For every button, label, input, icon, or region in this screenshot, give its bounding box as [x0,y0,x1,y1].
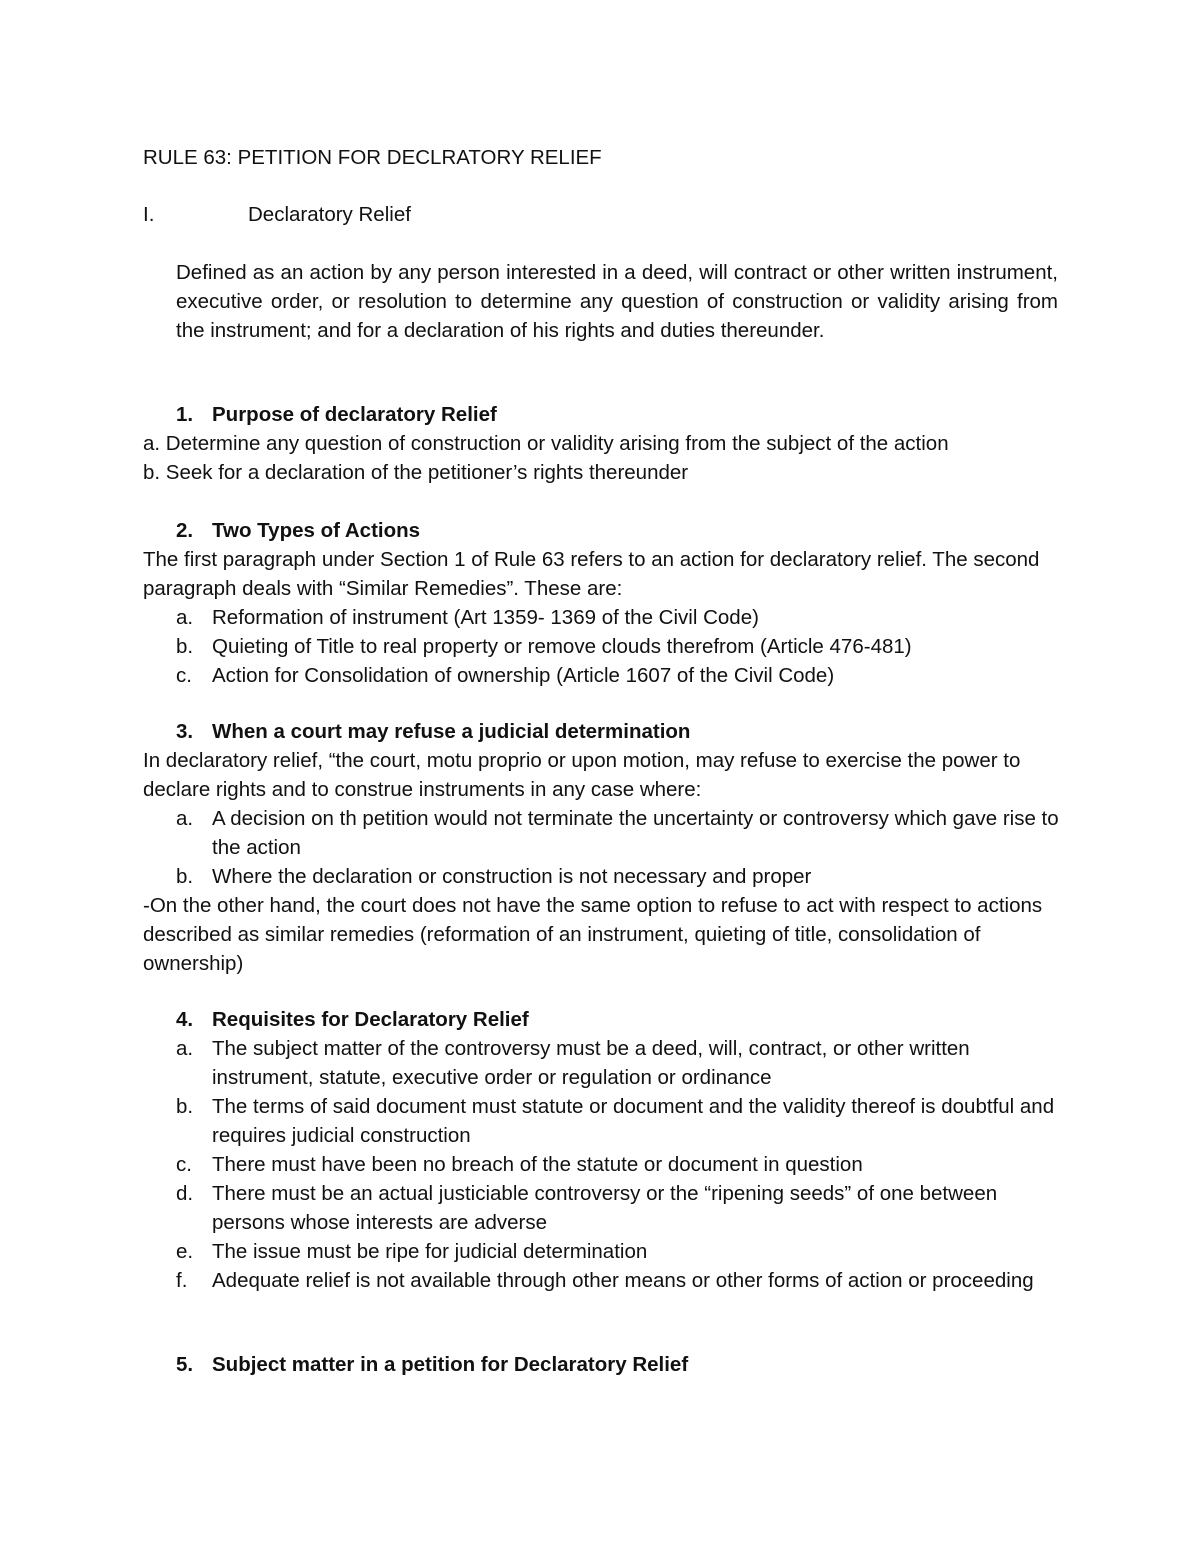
list-item-text: Where the declaration or construction is not necessary and proper [212,865,812,888]
section-1 [143,400,1063,487]
list-item [143,862,1063,891]
list-marker: a. [176,606,194,629]
section-2-title: Two Types of Actions [212,519,421,542]
section-3-title: When a court may refuse a judicial determination [212,720,691,743]
list-item [143,632,1063,661]
section-5 [143,1350,1063,1379]
list-marker: a. [176,1037,194,1060]
requisites-list [143,1034,1063,1295]
list-item [143,804,1063,862]
list-item [143,661,1063,690]
definition-paragraph: Defined as an action by any person interested in a deed, will contract or other written instrument, executive order, or resolution to determine any question of construction or validity arising from the instrument; and for a declaration of his rights and duties thereunder. [176,261,1058,342]
section-1-heading [176,400,1063,429]
section-4-heading [176,1005,1063,1034]
section-i-title: Declaratory Relief [248,203,411,226]
list-item-text: Adequate relief is not available through other means or other forms of action or proceeding [212,1269,1034,1292]
page-title: RULE 63: PETITION FOR DECLRATORY RELIEF [143,146,602,169]
section-4-title: Requisites for Declaratory Relief [212,1008,529,1031]
section-3 [143,717,1063,978]
list-marker: b. [176,865,194,888]
section-5-number: 5. [176,1353,194,1376]
similar-remedies-list [143,603,1063,690]
list-item-text: The issue must be ripe for judicial determination [212,1240,648,1263]
list-item [143,1092,1063,1150]
list-item-text: Quieting of Title to real property or remove clouds therefrom (Article 476-481) [212,635,912,658]
list-marker: d. [176,1182,194,1205]
section-1-number: 1. [176,403,194,426]
section-4-number: 4. [176,1008,194,1031]
refusal-cases-list [143,804,1063,891]
list-item-text: Action for Consolidation of ownership (Article 1607 of the Civil Code) [212,664,835,687]
list-item [143,1179,1063,1237]
section-2-number: 2. [176,519,194,542]
list-item [143,1150,1063,1179]
list-marker: a. [176,807,194,830]
section-5-title: Subject matter in a petition for Declaratory Relief [212,1353,689,1376]
purpose-line-a: a. Determine any question of construction or validity arising from the subject of the action [143,432,949,455]
list-marker: b. [176,1095,194,1118]
list-marker: b. [176,635,194,658]
list-item-text: The subject matter of the controversy must be a deed, will, contract, or other written instrument, statute, executive order or regulation or ordinance [212,1037,970,1089]
list-marker: f. [176,1269,188,1292]
list-item-text: There must have been no breach of the statute or document in question [212,1153,863,1176]
section-2 [143,516,1063,690]
list-item [143,1237,1063,1266]
section-3-number: 3. [176,720,194,743]
section-4 [143,1005,1063,1295]
list-item [143,603,1063,632]
list-marker: e. [176,1240,194,1263]
list-item [143,1034,1063,1092]
list-item-text: A decision on th petition would not terminate the uncertainty or controversy which gave rise to the action [212,807,1059,859]
purpose-line-b: b. Seek for a declaration of the petitioner’s rights thereunder [143,461,689,484]
list-item [143,1266,1063,1295]
section-1-title: Purpose of declaratory Relief [212,403,497,426]
section-2-heading [176,516,1063,545]
section-3-intro: In declaratory relief, “the court, motu proprio or upon motion, may refuse to exercise the power to declare rights and to construe instruments in any case where: [143,749,1021,801]
section-i-heading [143,200,411,229]
list-marker: c. [176,1153,192,1176]
list-marker: c. [176,664,192,687]
section-3-heading [176,717,1063,746]
list-item-text: There must be an actual justiciable controversy or the “ripening seeds” of one between persons whose interests are adverse [212,1182,998,1234]
list-item-text: Reformation of instrument (Art 1359- 1369 of the Civil Code) [212,606,759,629]
section-3-note: -On the other hand, the court does not have the same option to refuse to act with respect to actions described as similar remedies (reformation of an instrument, quieting of title, consolidation of ownership) [143,894,1043,975]
section-5-heading [176,1350,1063,1379]
section-i-number: I. [143,203,155,226]
section-2-intro: The first paragraph under Section 1 of Rule 63 refers to an action for declaratory relief. The second paragraph deals with “Similar Remedies”. These are: [143,548,1040,600]
list-item-text: The terms of said document must statute or document and the validity thereof is doubtful and requires judicial construction [212,1095,1055,1147]
